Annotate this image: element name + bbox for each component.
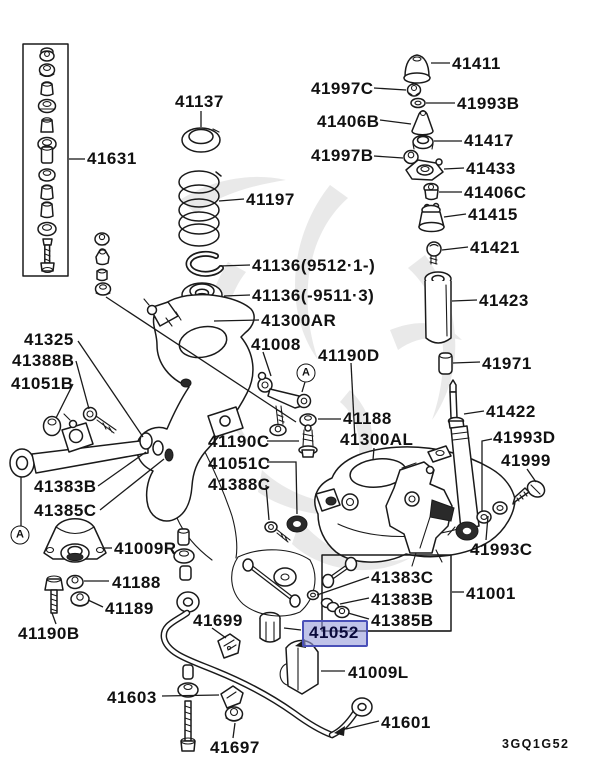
part-label-4113695121-: 41136(9512·1-) bbox=[252, 256, 376, 275]
part-label-41417: 41417 bbox=[464, 131, 514, 150]
part-label-41433: 41433 bbox=[466, 159, 516, 178]
part-label-41383B-right: 41383B bbox=[371, 590, 434, 609]
part-41300AR-arm-drawing bbox=[137, 295, 254, 560]
part-label-41325: 41325 bbox=[24, 330, 74, 349]
part-label-41993B: 41993B bbox=[457, 94, 520, 113]
part-label-41411: 41411 bbox=[452, 54, 501, 73]
figure-code: 3GQ1G52 bbox=[502, 737, 570, 751]
part-label-41190B: 41190B bbox=[18, 624, 80, 643]
part-label-41388C: 41388C bbox=[208, 475, 271, 494]
part-label-41385B: 41385B bbox=[371, 611, 434, 630]
part-label-41999: 41999 bbox=[501, 451, 551, 470]
part-label-41188-lower: 41188 bbox=[112, 573, 161, 592]
part-label-41300AR: 41300AR bbox=[261, 311, 337, 330]
part-label-41993D: 41993D bbox=[493, 428, 556, 447]
part-41631-kit-drawing bbox=[23, 44, 68, 276]
part-41008-link-drawing bbox=[258, 373, 317, 543]
callout-circle-a-lower: A bbox=[11, 526, 30, 545]
part-label-41699: 41699 bbox=[193, 611, 243, 630]
part-label-41697: 41697 bbox=[210, 738, 260, 757]
part-label-41190D: 41190D bbox=[318, 346, 380, 365]
part-label-41423: 41423 bbox=[479, 291, 529, 310]
fasteners-lower-left-drawing bbox=[45, 576, 89, 614]
part-label-41300AL: 41300AL bbox=[340, 430, 414, 449]
part-label-41601: 41601 bbox=[381, 713, 431, 732]
part-label-41136-95113: 41136(-9511·3) bbox=[252, 286, 375, 305]
part-label-41051C: 41051C bbox=[208, 454, 271, 473]
part-label-41383B-left: 41383B bbox=[34, 477, 97, 496]
callout-circle-a-upper: A bbox=[297, 364, 316, 383]
part-41300AL-arm-drawing bbox=[315, 446, 515, 566]
part-label-41009L: 41009L bbox=[348, 663, 409, 682]
coil-spring-group-drawing bbox=[179, 128, 222, 312]
part-label-41001: 41001 bbox=[466, 584, 516, 603]
part-label-41052-highlighted[interactable]: 41052 bbox=[302, 620, 368, 647]
part-label-41603: 41603 bbox=[107, 688, 157, 707]
bump-stop-parts-drawing bbox=[95, 233, 111, 295]
part-label-41997B: 41997B bbox=[311, 146, 374, 165]
part-label-41190C: 41190C bbox=[208, 432, 270, 451]
part-41009R-bracket-drawing bbox=[44, 519, 194, 580]
part-label-41385C: 41385C bbox=[34, 501, 97, 520]
part-label-41993C: 41993C bbox=[470, 540, 533, 559]
part-label-41421: 41421 bbox=[470, 238, 520, 257]
part-label-41997C: 41997C bbox=[311, 79, 374, 98]
part-label-41137: 41137 bbox=[175, 92, 224, 111]
part-label-41051B: 41051B bbox=[11, 374, 74, 393]
part-label-41383C: 41383C bbox=[371, 568, 434, 587]
part-label-41422: 41422 bbox=[486, 402, 536, 421]
part-label-41415: 41415 bbox=[468, 205, 518, 224]
part-label-41971: 41971 bbox=[482, 354, 532, 373]
part-label-41406C: 41406C bbox=[464, 183, 527, 202]
part-label-41189: 41189 bbox=[105, 599, 154, 618]
part-label-41197: 41197 bbox=[246, 190, 295, 209]
part-label-41188-upper: 41188 bbox=[343, 409, 392, 428]
part-label-41388B: 41388B bbox=[12, 351, 75, 370]
part-label-41631: 41631 bbox=[87, 149, 137, 168]
part-label-41009R: 41009R bbox=[114, 539, 177, 558]
part-label-41406B: 41406B bbox=[317, 112, 380, 131]
part-label-41008: 41008 bbox=[251, 335, 301, 354]
